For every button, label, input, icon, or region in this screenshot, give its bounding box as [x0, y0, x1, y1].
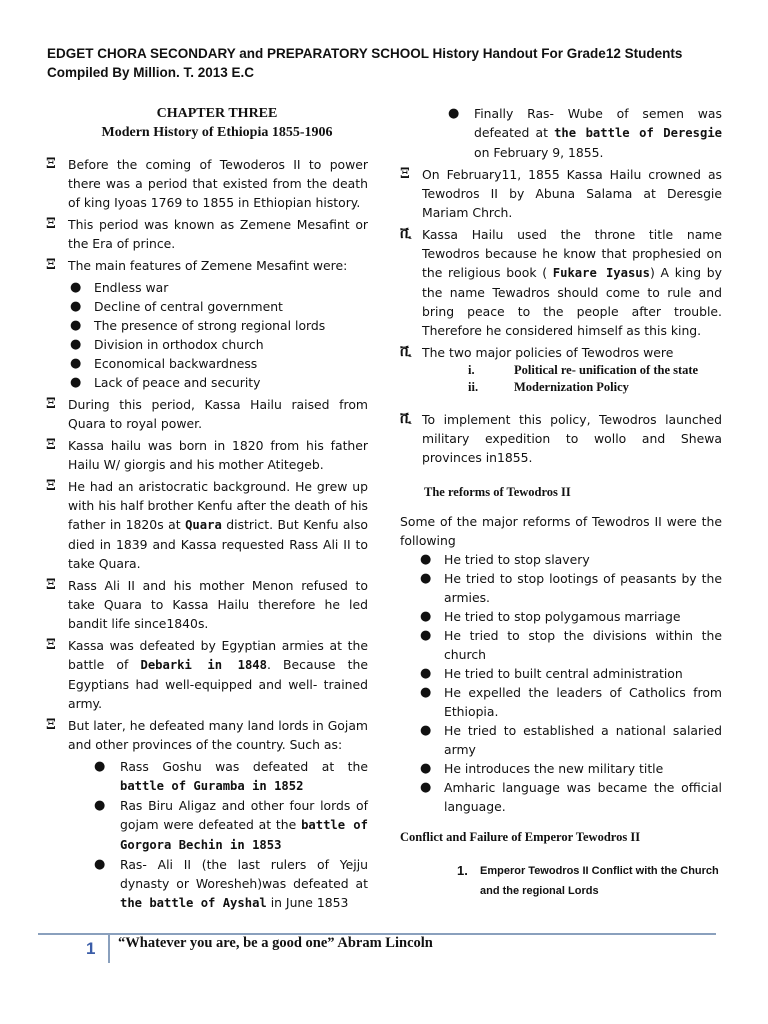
list-item [46, 256, 368, 275]
policy-text: Political re- unification of the state [514, 363, 699, 377]
list-item-text: Kassa hailu was born in 1820 from his father Hailu W/ giorgis and his mother Atitegeb. [68, 438, 368, 472]
footer-vertical-divider [108, 933, 110, 963]
reform-text: He tried to stop lootings of peasants by the armies. [444, 571, 722, 605]
reform-item [400, 569, 722, 607]
list-item [46, 215, 368, 253]
battle-item [46, 757, 368, 796]
reform-text: He tried to stop polygamous marriage [444, 609, 681, 624]
conflict-item [400, 861, 722, 901]
reform-item [400, 778, 722, 816]
battle-text: Rass Goshu was defeated at the [120, 759, 368, 774]
battle-text: Ras- Ali II (the last rulers of Yejju dynasty or Woresheh)was defeated at [120, 857, 368, 891]
dot-bullet-icon: ● [420, 628, 432, 643]
battle-text: on February 9, 1855. [474, 145, 604, 160]
conflict-number: 1. [457, 863, 468, 878]
reform-text: He tried to stop slavery [444, 552, 590, 567]
battle-item [46, 796, 368, 855]
list-item [400, 410, 722, 467]
xi-bullet-icon: Ξ [46, 156, 56, 172]
dot-bullet-icon: ● [70, 299, 82, 314]
list-item-text: He had an aristocratic background. He grew up with his half brother Kenfu after the death of his father in 1820s at [68, 479, 368, 532]
reforms-list [400, 550, 722, 816]
chapter-subtitle: Modern History of Ethiopia 1855-1906 [101, 125, 333, 140]
reform-text: Amharic language was became the official language. [444, 780, 722, 814]
list-item [46, 395, 368, 433]
battle-item [400, 104, 722, 162]
reform-item [400, 626, 722, 664]
battles-list [46, 757, 368, 913]
list-item-text: district. But Kenfu also died in 1839 and Kassa requested Rass Ali II to take Quara. [68, 517, 368, 571]
reform-text: He tried to built central administration [444, 666, 683, 681]
list-item-text: To implement this policy, Tewodros launched military expedition to wollo and Shewa provinces in1855. [422, 412, 722, 465]
emphasis-text: the battle of Deresgie [554, 126, 722, 140]
dot-bullet-icon: ● [70, 356, 82, 371]
list-item [46, 716, 368, 754]
dot-bullet-icon: ● [420, 761, 432, 776]
list-item [46, 155, 368, 212]
list-item-text: The main features of Zemene Mesafint were: [68, 258, 348, 273]
dot-bullet-icon: ● [70, 337, 82, 352]
dot-bullet-icon: ● [94, 798, 106, 813]
list-item [400, 343, 722, 362]
feature-item [46, 316, 368, 335]
dot-bullet-icon: ● [94, 857, 106, 872]
feature-item [46, 354, 368, 373]
emphasis-text: Debarki in 1848 [140, 658, 267, 672]
header-line-2: Compiled By Million. T. 2013 E.C [47, 65, 255, 80]
list-item-text: This period was known as Zemene Mesafint or the Era of prince. [68, 217, 368, 251]
feature-item [46, 297, 368, 316]
dot-bullet-icon: ● [94, 759, 106, 774]
dot-bullet-icon: ● [420, 666, 432, 681]
reforms-heading: The reforms of Tewodros II [424, 485, 571, 499]
header-line-1: EDGET CHORA SECONDARY and PREPARATORY SCHOOL History Handout For Grade12 Students [47, 46, 683, 61]
list-item [46, 576, 368, 633]
xi-bullet-icon: Ξ [46, 478, 56, 494]
policy-number: ii. [468, 380, 479, 394]
conflict-heading: Conflict and Failure of Emperor Tewodros II [400, 830, 641, 844]
emphasis-text: battle of Gorgora Bechin in 1853 [120, 818, 368, 852]
emphasis-text: Fukare Iyasus [552, 266, 650, 280]
right-column [400, 104, 722, 901]
chapter-title: CHAPTER THREE [156, 106, 278, 121]
conflict-text: Emperor Tewodros II Conflict with the Church and the regional Lords [480, 865, 719, 897]
feature-text: Decline of central government [94, 299, 283, 314]
battle-text: Finally Ras- Wube of semen was defeated at [474, 106, 722, 140]
battle-text: in June 1853 [266, 895, 349, 910]
list-item [400, 165, 722, 222]
feature-item [46, 373, 368, 392]
page-number: 1 [86, 939, 96, 958]
feature-text: Economical backwardness [94, 356, 258, 371]
list-item [46, 436, 368, 474]
list-item [46, 477, 368, 573]
xi-bullet-icon: Ξ [46, 396, 56, 412]
feature-text: Lack of peace and security [94, 375, 261, 390]
policies-list [400, 362, 722, 396]
list-item-text: Kassa Hailu used the throne title name Tewodros because he know that prophesied on the religious book ( [422, 227, 722, 280]
list-item-text: The two major policies of Tewodros were [422, 345, 674, 360]
feature-text: The presence of strong regional lords [94, 318, 326, 333]
battles-list-continued [400, 104, 722, 162]
reform-text: He expelled the leaders of Catholics from Ethiopia. [444, 685, 722, 719]
reform-item [400, 550, 722, 569]
list-item-text: Before the coming of Tewoderos II to power there was a period that existed from the death of king Iyoas 1769 to 1855 in Ethiopian history. [68, 157, 368, 210]
emphasis-text: Quara [185, 518, 222, 532]
list-item [400, 225, 722, 340]
list-item-text: Kassa was defeated by Egyptian armies at the battle of [68, 638, 368, 672]
ethiopic-bullet-icon: ቪ [400, 411, 412, 427]
policy-item [400, 362, 722, 379]
dot-bullet-icon: ● [420, 723, 432, 738]
list-item [46, 636, 368, 713]
list-item-text: . Because the Egyptians had well-equipped and well- trained army. [68, 657, 368, 711]
footer-quote: “Whatever you are, be a good one” Abram Lincoln [118, 935, 433, 951]
feature-text: Division in orthodox church [94, 337, 264, 352]
xi-bullet-icon: Ξ [46, 637, 56, 653]
reform-text: He tried to established a national salaried army [444, 723, 722, 757]
reform-item [400, 759, 722, 778]
policy-number: i. [468, 363, 475, 377]
policy-text: Modernization Policy [514, 380, 629, 394]
reforms-intro: Some of the major reforms of Tewodros II were the following [400, 514, 722, 548]
list-item-text: But later, he defeated many land lords in Gojam and other provinces of the country. Such as: [68, 718, 368, 752]
dot-bullet-icon: ● [70, 375, 82, 390]
battle-item [46, 855, 368, 913]
reform-text: He tried to stop the divisions within the church [444, 628, 722, 662]
reform-item [400, 721, 722, 759]
reform-item [400, 664, 722, 683]
xi-bullet-icon: Ξ [46, 437, 56, 453]
xi-bullet-icon: Ξ [400, 166, 410, 182]
dot-bullet-icon: ● [420, 552, 432, 567]
left-column [46, 104, 368, 916]
policy-item [400, 379, 722, 396]
feature-item [46, 335, 368, 354]
xi-bullet-icon: Ξ [46, 717, 56, 733]
emphasis-text: the battle of Ayshal [120, 896, 267, 910]
xi-bullet-icon: Ξ [46, 216, 56, 232]
list-item-text: ) A king by the name Tewadros should come to rule and bring peace to the people after trouble. Therefore he considered himself as this king. [422, 265, 722, 338]
document-header [47, 44, 737, 82]
xi-bullet-icon: Ξ [46, 577, 56, 593]
reform-item [400, 683, 722, 721]
ethiopic-bullet-icon: ቪ [400, 344, 412, 360]
list-item-text: During this period, Kassa Hailu raised from Quara to royal power. [68, 397, 368, 431]
list-item-text: Rass Ali II and his mother Menon refused to take Quara to Kassa Hailu therefore he led bandit life since1840s. [68, 578, 368, 631]
reform-item [400, 607, 722, 626]
dot-bullet-icon: ● [420, 780, 432, 795]
reform-text: He introduces the new military title [444, 761, 664, 776]
ethiopic-bullet-icon: ቪ [400, 226, 412, 242]
battle-text: Ras Biru Aligaz and other four lords of gojam were defeated at the [120, 798, 368, 832]
dot-bullet-icon: ● [420, 571, 432, 586]
dot-bullet-icon: ● [70, 318, 82, 333]
xi-bullet-icon: Ξ [46, 257, 56, 273]
dot-bullet-icon: ● [70, 280, 82, 295]
dot-bullet-icon: ● [420, 685, 432, 700]
emphasis-text: battle of Guramba in 1852 [120, 779, 304, 793]
features-list [46, 278, 368, 392]
feature-text: Endless war [94, 280, 169, 295]
dot-bullet-icon: ● [448, 106, 460, 121]
feature-item [46, 278, 368, 297]
dot-bullet-icon: ● [420, 609, 432, 624]
list-item-text: On February11, 1855 Kassa Hailu crowned as Tewodros II by Abuna Salama at Deresgie Mariam Chrch. [422, 167, 722, 220]
